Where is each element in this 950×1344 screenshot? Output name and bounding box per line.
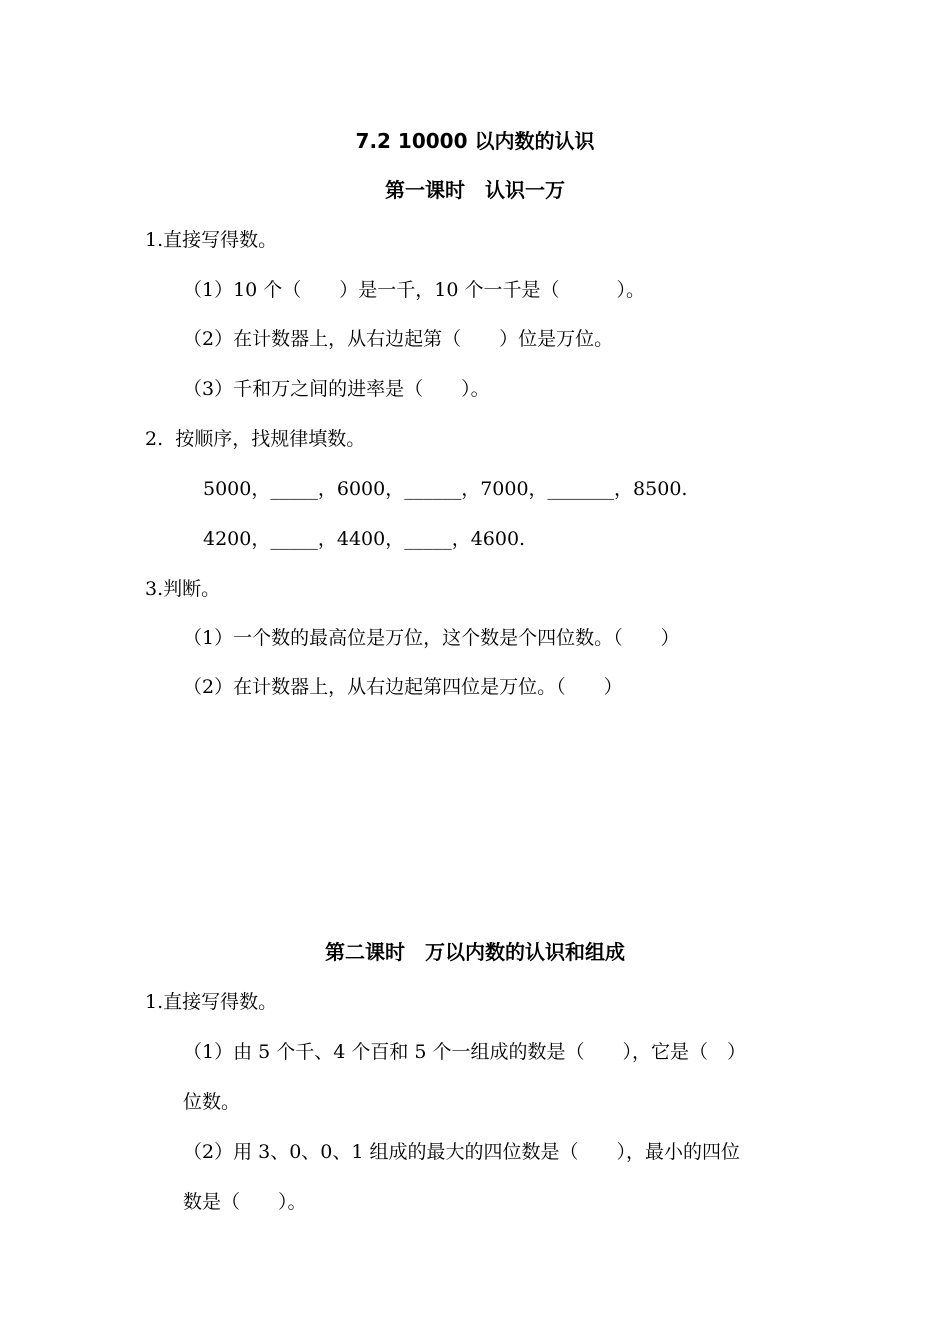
lesson2-subtitle: 第二课时 万以内数的认识和组成 [325, 940, 625, 964]
l2-q1-heading: 1.直接写得数。 [145, 991, 278, 1013]
l1-q1-heading: 1.直接写得数。 [145, 229, 278, 251]
l2-q1-item-2-cont: 数是（ ）。 [183, 1191, 307, 1213]
l1-q1-item-3: （3）千和万之间的进率是（ ）。 [183, 378, 490, 400]
l1-q2-heading: 2. 按顺序，找规律填数。 [145, 428, 366, 450]
main-title: 7.2 10000 以内数的认识 [355, 129, 595, 153]
lesson1-subtitle: 第一课时 认识一万 [385, 178, 565, 202]
l2-q1-item-1-cont: 位数。 [183, 1091, 241, 1113]
l1-q2-row-1: 5000，_____，6000，______，7000，_______，8500. [203, 478, 688, 500]
l1-q1-item-2: （2）在计数器上，从右边起第（ ）位是万位。 [183, 328, 614, 350]
l2-q1-item-2: （2）用 3、0、0、1 组成的最大的四位数是（ ），最小的四位 [183, 1141, 741, 1163]
l1-q2-row-2: 4200，_____，4400，_____，4600. [203, 528, 526, 550]
l2-q1-item-1: （1）由 5 个千、4 个百和 5 个一组成的数是（ ），它是（ ） [183, 1041, 747, 1063]
l1-q3-item-1: （1）一个数的最高位是万位，这个数是个四位数。（ ） [183, 627, 680, 649]
l1-q3-item-2: （2）在计数器上，从右边起第四位是万位。（ ） [183, 676, 623, 698]
l1-q1-item-1: （1）10 个（ ）是一千，10 个一千是（ ）。 [183, 279, 646, 301]
l1-q3-heading: 3.判断。 [145, 578, 221, 600]
